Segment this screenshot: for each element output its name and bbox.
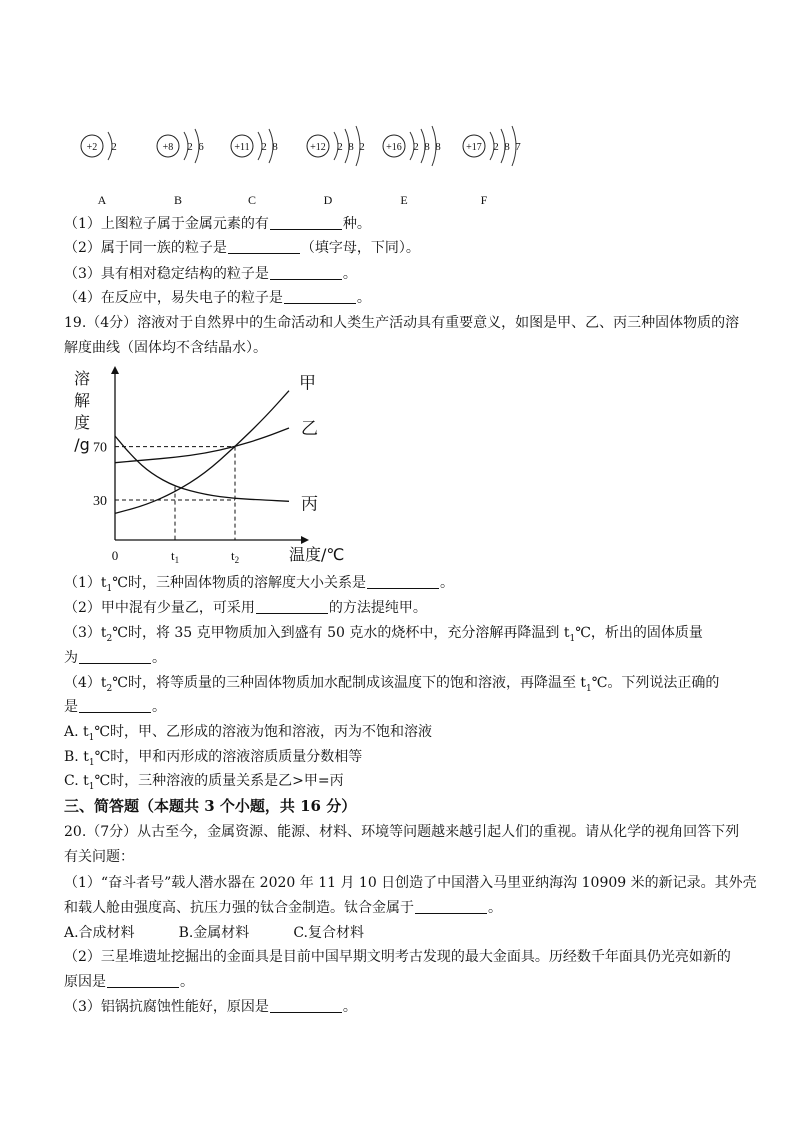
q19-part2: （2）甲中混有少量乙，可采用 的方法提纯甲。 xyxy=(64,600,427,616)
q18-part1: （1）上图粒子属于金属元素的有 种。 xyxy=(64,216,371,232)
answer-blank[interactable] xyxy=(367,574,439,589)
shell-electron-count: 8 xyxy=(504,141,510,153)
nucleus-charge: +2 xyxy=(86,142,98,153)
y-axis-arrow xyxy=(111,366,119,374)
q19-part3: $(3)t_2℃$时，将 35 克甲物质加入到盛有 50 克水的烧杯中，充分溶解再降温到 $t_1℃$，析出的固体质量 xyxy=(64,625,703,644)
answer-blank[interactable] xyxy=(270,265,342,280)
solubility-chart xyxy=(60,362,345,572)
nucleus-charge: +17 xyxy=(466,142,482,153)
q20-part1-cont: 和载人舱由强度高、抗压力强的钛合金制造。钛合金属于 。 xyxy=(64,900,502,916)
q18-part4: （4）在反应中，易失电子的粒子是 。 xyxy=(64,290,371,306)
q20-option-b[interactable]: B.金属材料 xyxy=(178,925,250,941)
shell-electron-count: 2 xyxy=(337,141,343,153)
shell-electron-count: 2 xyxy=(187,141,193,153)
answer-blank[interactable] xyxy=(228,239,300,254)
x-tick-label: $t_2$ xyxy=(230,548,240,565)
q20-part2: （2）三星堆遗址挖掘出的金面具是目前中国早期文明考古发现的最大金面具。历经数千年面具仍光亮如新的 xyxy=(64,949,731,965)
atom-letter-label: F xyxy=(480,193,488,207)
q19-part4: $(4)t_2℃$时，将等质量的三种固体物质加水配制成该温度下的饱和溶液，再降温至 $t_1℃$。下列说法正确的 xyxy=(64,675,720,694)
atom-diagram-d xyxy=(307,126,365,207)
atom-diagram-a xyxy=(81,132,117,207)
answer-blank[interactable] xyxy=(107,973,179,988)
shell-electron-count: 2 xyxy=(359,141,365,153)
answer-blank[interactable] xyxy=(270,215,342,230)
x-axis-label: 温度/℃ xyxy=(289,545,345,564)
q19-stem-line1: 19.（4分）溶液对于自然界中的生命活动和人类生产活动具有重要意义，如图是甲、乙、丙三种固体物质的溶 xyxy=(64,315,740,331)
nucleus-charge: +12 xyxy=(310,142,326,153)
series-label: 乙 xyxy=(301,419,318,439)
series-label: 甲 xyxy=(299,373,316,394)
q19-option-c[interactable]: C. $t_1℃$时，三种溶液的质量关系是乙>甲=丙 xyxy=(64,773,344,792)
shell-electron-count: 8 xyxy=(424,141,430,153)
shell-electron-count: 7 xyxy=(515,141,521,153)
section-heading: 三、简答题（本题共 3 个小题，共 16 分） xyxy=(64,797,357,815)
atom-structure-diagrams xyxy=(70,92,570,212)
origin-label: 0 xyxy=(111,548,119,563)
q20-part3: （3）铝锅抗腐蚀性能好，原因是 。 xyxy=(64,999,357,1015)
y-axis-label-char: 解 xyxy=(73,391,91,410)
answer-blank[interactable] xyxy=(79,698,151,713)
q20-option-a[interactable]: A.合成材料 xyxy=(64,925,135,941)
solubility-curve-1 xyxy=(115,428,289,463)
nucleus-charge: +8 xyxy=(162,142,174,153)
atom-letter-label: B xyxy=(173,193,183,207)
q20-stem-line2: 有关问题： xyxy=(64,849,134,865)
y-axis-label-char: /g xyxy=(74,435,90,454)
q19-option-a[interactable]: A. $t_1℃$时，甲、乙形成的溶液为饱和溶液，丙为不饱和溶液 xyxy=(64,724,433,743)
shell-electron-count: 8 xyxy=(348,141,354,153)
q19-part1: $(1)t_1℃$时，三种固体物质的溶解度大小关系是 。 xyxy=(64,575,454,594)
q18-part2: （2）属于同一族的粒子是 （填字母，下同）。 xyxy=(64,240,420,256)
q19-part4-cont: 是 。 xyxy=(64,699,166,715)
nucleus-charge: +11 xyxy=(234,142,250,153)
q20-stem-line1: 20.（7分）从古至今，金属资源、能源、材料、环境等问题越来越引起人们的重视。请从化学的视角回答下列 xyxy=(64,824,740,840)
shell-electron-count: 8 xyxy=(435,141,441,153)
q19-stem-line2: 解度曲线（固体均不含结晶水）。 xyxy=(64,340,267,356)
x-axis-arrow xyxy=(301,536,309,544)
y-axis-label-char: 度 xyxy=(73,413,91,432)
solubility-curve-0 xyxy=(115,391,289,514)
answer-blank[interactable] xyxy=(79,649,151,664)
y-tick-label: 70 xyxy=(93,440,107,456)
shell-electron-count: 2 xyxy=(493,141,499,153)
shell-electron-count: 6 xyxy=(198,141,204,153)
x-tick-subscript: 1 xyxy=(174,555,180,565)
q18-part3: （3）具有相对稳定结构的粒子是 。 xyxy=(64,266,357,282)
atom-letter-label: A xyxy=(97,193,107,207)
x-tick-subscript: 2 xyxy=(234,555,240,565)
atom-diagram-c xyxy=(231,129,278,207)
q20-part2-cont: 原因是 。 xyxy=(64,974,194,990)
q19-part3-cont: 为 。 xyxy=(64,650,166,666)
shell-electron-count: 8 xyxy=(272,141,278,153)
y-tick-label: 30 xyxy=(93,494,107,509)
q20-options xyxy=(64,923,408,943)
atom-diagram-f xyxy=(463,126,521,207)
shell-electron-count: 2 xyxy=(261,141,267,153)
series-label: 丙 xyxy=(301,494,318,515)
atom-letter-label: D xyxy=(323,193,333,207)
solubility-curve-2 xyxy=(115,436,289,501)
atom-letter-label: E xyxy=(400,193,408,207)
answer-blank[interactable] xyxy=(415,899,487,914)
shell-electron-count: 2 xyxy=(111,141,117,153)
shell-electron-count: 2 xyxy=(413,141,419,153)
q20-part1: （1）“奋斗者号”载人潜水器在 2020 年 11 月 10 日创造了中国潜入马里亚纳海沟 10909 米的新记录。其外壳 xyxy=(64,875,757,891)
nucleus-charge: +16 xyxy=(386,142,402,153)
atom-diagram-e xyxy=(383,126,441,207)
answer-blank[interactable] xyxy=(256,599,328,614)
atom-diagram-b xyxy=(157,129,204,207)
y-axis-label-char: 溶 xyxy=(73,369,91,388)
answer-blank[interactable] xyxy=(284,289,356,304)
x-tick-label: $t_1$ xyxy=(170,548,180,565)
answer-blank[interactable] xyxy=(270,998,342,1013)
q19-option-b[interactable]: B. $t_1℃$时，甲和丙形成的溶液溶质质量分数相等 xyxy=(64,749,363,768)
atom-letter-label: C xyxy=(247,193,257,207)
q20-option-c[interactable]: C.复合材料 xyxy=(293,925,364,941)
